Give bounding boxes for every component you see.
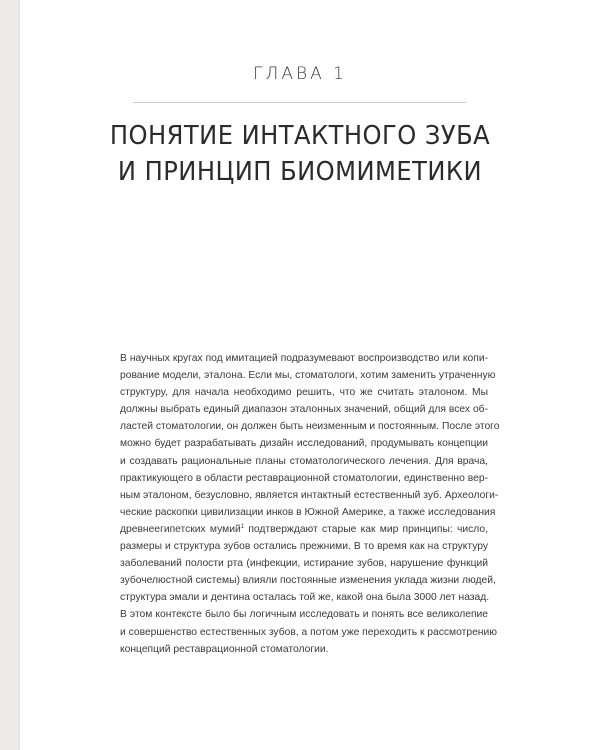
text-line-with-footnote xyxy=(120,521,488,538)
chapter-title xyxy=(21,118,579,190)
text-line: рование модели, эталона. Если мы, стоматологи, хотим заменить утраченную xyxy=(120,370,496,382)
text-line: зубочелюстной системы) влияли постоянные изменения уклада жизни людей, xyxy=(120,575,496,587)
text-line: структуру, для начала необходимо решить, что же считать эталоном. Мы xyxy=(120,387,488,399)
text-line: должны выбрать единый диапазон эталонных значений, общий для всех об- xyxy=(120,404,488,416)
chapter-label: ГЛАВА 1 xyxy=(253,64,347,84)
text-segment: древнеегипетских мумий xyxy=(120,523,241,535)
text-line: размеры и структура зубов остались прежними. В то время как на структуру xyxy=(120,541,488,553)
chapter-title-line-2: И ПРИНЦИП БИОМИМЕТИКИ xyxy=(117,157,483,187)
text-line: В научных кругах под имитацией подразумевают воспроизводство или копи- xyxy=(120,353,488,364)
text-line: ческие раскопки цивилизации инков в Южной Америке, а также исследования xyxy=(120,506,496,518)
text-line: и совершенство естественных зубов, а потом уже переходить к рассмотрению xyxy=(120,626,497,638)
chapter-title-line-1: ПОНЯТИЕ ИНТАКТНОГО ЗУБА xyxy=(109,121,491,151)
text-segment: подтверждают старые как мир принципы: число, xyxy=(248,523,488,535)
text-line: и создавать рациональные планы стоматологического лечения. Для врача, xyxy=(120,455,488,467)
text-line: можно будет разрабатывать дизайн исследований, продумывать концепции xyxy=(120,438,488,450)
text-line: ластей стоматологии, он должен быть неизменным и постоянным. После этого xyxy=(120,421,500,433)
body-paragraph xyxy=(120,350,500,658)
page-spine-edge xyxy=(0,0,20,750)
chapter-divider xyxy=(133,102,466,103)
footnote-reference[interactable]: 1 xyxy=(240,523,245,530)
text-line: ным эталоном, безусловно, является интактный естественный зуб. Археологи- xyxy=(120,489,499,501)
text-line: практикующего в области реставрационной стоматологии, единственно вер- xyxy=(120,472,488,484)
text-line: концепций реставрационной стоматологии. xyxy=(120,643,329,655)
text-line: В этом контексте было бы логичным исследовать и понять все великолепие xyxy=(120,609,488,621)
text-line: заболеваний полости рта (инфекции, истирание зубов, нарушение функций xyxy=(120,558,488,570)
text-line: структура эмали и дентина осталась той же, какой она была 3000 лет назад. xyxy=(120,592,490,604)
